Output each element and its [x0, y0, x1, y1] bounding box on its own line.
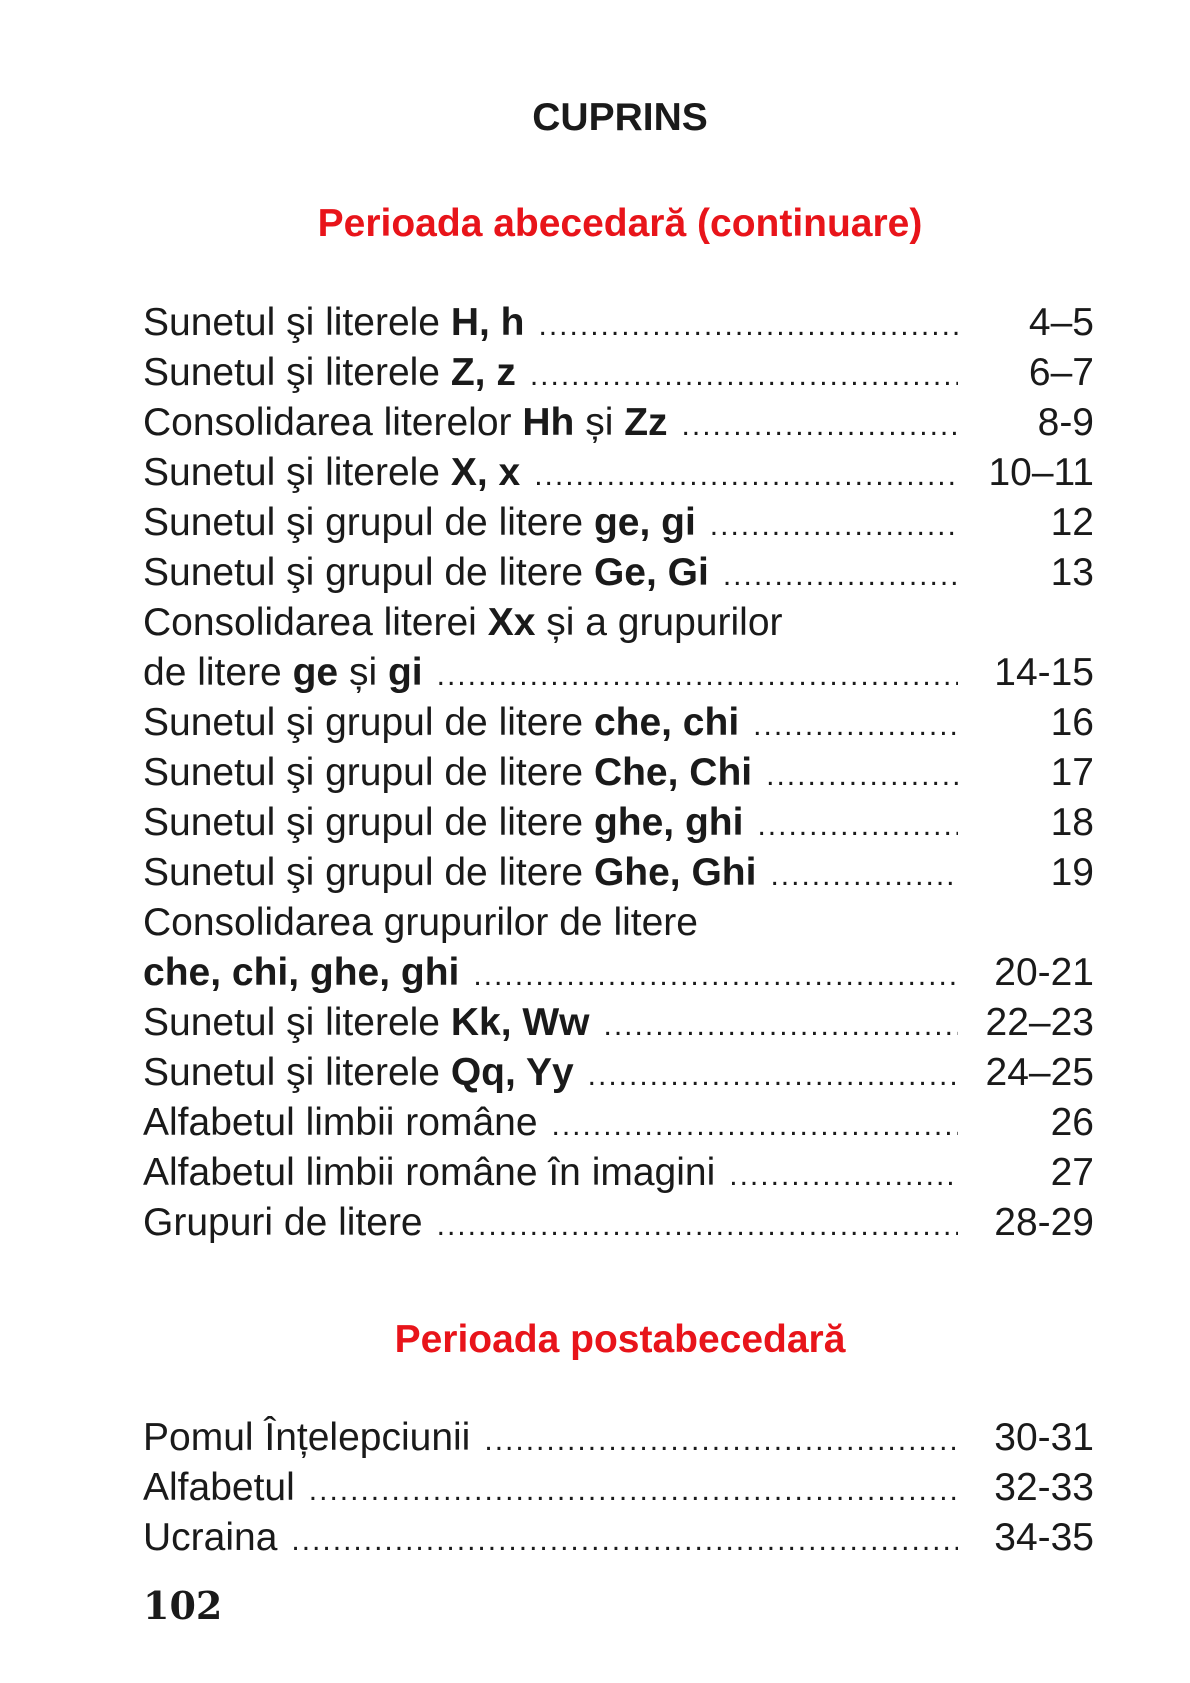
- toc-list-postabecedara: [143, 1413, 1094, 1563]
- toc-entry-title-bold: Che, Chi: [593, 751, 753, 794]
- toc-entry-title-text: Sunetul şi grupul de litere: [143, 851, 594, 894]
- toc-entry-title-bold: Hh: [522, 401, 575, 444]
- dot-leader: [552, 1101, 958, 1151]
- toc-entry-title-text: Alfabetul limbii române în imagini: [143, 1151, 716, 1194]
- section-heading-postabecedara: Perioada postabecedară: [394, 1318, 846, 1361]
- dot-leader: [437, 651, 958, 701]
- toc-entry: [143, 1413, 1094, 1463]
- toc-entry: [143, 698, 1094, 748]
- toc-entry-page: 13: [1050, 551, 1094, 594]
- toc-entry-title: [143, 1048, 574, 1098]
- toc-entry-line: [143, 1463, 1094, 1513]
- toc-entry: [143, 548, 1094, 598]
- toc-entry-page: 10–11: [988, 451, 1094, 494]
- toc-entry: [143, 898, 1094, 998]
- toc-list-abecedara: [143, 298, 1094, 1248]
- toc-entry: [143, 348, 1094, 398]
- toc-entry-title: [143, 598, 783, 648]
- toc-entry: [143, 448, 1094, 498]
- toc-entry: [143, 498, 1094, 548]
- dot-leader: [723, 551, 958, 601]
- dot-leader: [766, 751, 958, 801]
- toc-entry-title-bold: ghe, ghi: [593, 801, 744, 844]
- page-number: 102: [143, 1583, 223, 1628]
- toc-entry-title: [143, 798, 743, 848]
- toc-entry-title-text: Consolidarea literelor: [143, 401, 523, 444]
- toc-entry-line: [143, 498, 1094, 548]
- toc-entry-title: [143, 1463, 295, 1513]
- toc-entry-page: 27: [1050, 1151, 1094, 1194]
- toc-entry-page: 32-33: [994, 1466, 1094, 1509]
- dot-leader: [530, 351, 958, 401]
- toc-entry-line: [143, 798, 1094, 848]
- toc-entry-title: [143, 298, 525, 348]
- toc-entry-title-text: Sunetul şi grupul de litere: [143, 751, 594, 794]
- toc-entry-title: [143, 548, 709, 598]
- toc-entry-line: [143, 298, 1094, 348]
- toc-entry-title-bold: ge, gi: [593, 501, 696, 544]
- toc-entry-page: 26: [1050, 1101, 1094, 1144]
- toc-entry-title: [143, 898, 698, 948]
- toc-entry-line: [143, 1413, 1094, 1463]
- toc-entry-title: [143, 648, 423, 698]
- dot-leader: [757, 801, 958, 851]
- toc-entry-line: [143, 648, 1094, 698]
- toc-entry: [143, 298, 1094, 348]
- toc-entry-page: 28-29: [994, 1201, 1094, 1244]
- toc-entry-page: 17: [1050, 751, 1094, 794]
- dot-leader: [291, 1516, 958, 1566]
- toc-entry: [143, 598, 1094, 698]
- toc-entry-title-bold: che, chi, ghe, ghi: [143, 951, 460, 994]
- toc-entry-line: [143, 548, 1094, 598]
- toc-entry: [143, 1198, 1094, 1248]
- toc-entry-line: [143, 348, 1094, 398]
- toc-entry-page: 19: [1050, 851, 1094, 894]
- toc-entry-title: [143, 848, 756, 898]
- toc-entry-title-bold: H, h: [450, 301, 525, 344]
- toc-entry-title-bold: Ghe, Ghi: [593, 851, 757, 894]
- toc-entry-title-text: Alfabetul limbii române: [143, 1101, 538, 1144]
- toc-entry-title: [143, 998, 590, 1048]
- toc-entry-line: [143, 1148, 1094, 1198]
- toc-entry-title-text: Sunetul şi literele: [143, 1001, 451, 1044]
- toc-entry-title-text: și: [338, 651, 388, 694]
- dot-leader: [729, 1151, 958, 1201]
- toc-entry-title: [143, 398, 668, 448]
- dot-leader: [309, 1466, 958, 1516]
- toc-entry-title-text: Sunetul şi grupul de litere: [143, 701, 594, 744]
- toc-entry-title-text: Consolidarea literei: [143, 601, 488, 644]
- toc-entry-title-bold: X, x: [450, 451, 521, 494]
- section-heading-abecedara: Perioada abecedară (continuare): [317, 202, 923, 245]
- toc-entry-title: [143, 1413, 470, 1463]
- dot-leader: [753, 701, 958, 751]
- toc-entry-title-bold: che, chi: [593, 701, 740, 744]
- toc-entry-title-bold: Ge, Gi: [593, 551, 709, 594]
- toc-entry: [143, 748, 1094, 798]
- toc-entry-line: [143, 1098, 1094, 1148]
- toc-entry: [143, 1148, 1094, 1198]
- toc-entry-title-text: și a grupurilor: [535, 601, 783, 644]
- toc-entry-title-text: Alfabetul: [143, 1466, 295, 1509]
- toc-entry-title: [143, 748, 752, 798]
- toc-entry-title-text: Ucraina: [143, 1516, 278, 1559]
- toc-entry: [143, 1513, 1094, 1563]
- toc-entry-title-bold: Zz: [624, 401, 668, 444]
- toc-entry-line: [143, 598, 1094, 648]
- toc-entry: [143, 998, 1094, 1048]
- dot-leader: [682, 401, 958, 451]
- toc-entry-title: [143, 498, 696, 548]
- toc-entry-line: [143, 748, 1094, 798]
- toc-entry-page: 14-15: [994, 651, 1094, 694]
- toc-entry-page: 24–25: [985, 1051, 1094, 1094]
- toc-entry: [143, 798, 1094, 848]
- toc-entry-title-text: Consolidarea grupurilor de litere: [143, 901, 698, 944]
- toc-entry-line: [143, 1048, 1094, 1098]
- toc-entry-title-text: Sunetul şi literele: [143, 1051, 451, 1094]
- page-title: CUPRINS: [532, 96, 708, 139]
- toc-entry-title: [143, 1513, 277, 1563]
- toc-entry-line: [143, 398, 1094, 448]
- toc-entry-line: [143, 448, 1094, 498]
- toc-entry-page: 8-9: [1037, 401, 1094, 444]
- toc-entry-page: 20-21: [994, 951, 1094, 994]
- toc-entry-page: 34-35: [994, 1516, 1094, 1559]
- toc-entry-page: 16: [1050, 701, 1094, 744]
- toc-entry-title-bold: gi: [387, 651, 423, 694]
- toc-entry-line: [143, 948, 1094, 998]
- toc-entry-title: [143, 448, 520, 498]
- toc-entry: [143, 1463, 1094, 1513]
- toc-entry-page: 12: [1050, 501, 1094, 544]
- dot-leader: [437, 1201, 958, 1251]
- toc-entry-title-text: de litere: [143, 651, 293, 694]
- toc-entry-page: 18: [1050, 801, 1094, 844]
- toc-entry: [143, 848, 1094, 898]
- toc-entry-title-text: și: [574, 401, 625, 444]
- toc-entry-line: [143, 898, 1094, 948]
- toc-entry-page: 6–7: [1028, 351, 1094, 394]
- dot-leader: [588, 1051, 958, 1101]
- toc-entry-title: [143, 698, 739, 748]
- toc-entry-title-text: Sunetul şi literele: [143, 301, 451, 344]
- dot-leader: [484, 1416, 958, 1466]
- toc-entry: [143, 398, 1094, 448]
- dot-leader: [473, 951, 958, 1001]
- toc-entry-line: [143, 998, 1094, 1048]
- dot-leader: [534, 451, 958, 501]
- toc-entry-title-text: Sunetul şi grupul de litere: [143, 551, 594, 594]
- dot-leader: [710, 501, 958, 551]
- toc-entry-title-bold: ge: [292, 651, 339, 694]
- toc-entry-title: [143, 1148, 715, 1198]
- toc-entry-page: 4–5: [1028, 301, 1094, 344]
- toc-entry: [143, 1048, 1094, 1098]
- toc-entry-title-bold: Xx: [487, 601, 536, 644]
- toc-entry-title-bold: Qq, Yy: [450, 1051, 574, 1094]
- toc-entry-page: 22–23: [985, 1001, 1094, 1044]
- toc-entry-line: [143, 1513, 1094, 1563]
- toc-entry-line: [143, 1198, 1094, 1248]
- toc-entry-title: [143, 948, 459, 998]
- toc-entry-title-text: Sunetul şi grupul de litere: [143, 501, 594, 544]
- toc-entry-title-text: Grupuri de litere: [143, 1201, 423, 1244]
- toc-entry-line: [143, 698, 1094, 748]
- toc-entry-title: [143, 1098, 538, 1148]
- toc-entry: [143, 1098, 1094, 1148]
- toc-entry-title: [143, 348, 516, 398]
- toc-entry-line: [143, 848, 1094, 898]
- toc-entry-title-bold: Z, z: [450, 351, 516, 394]
- dot-leader: [770, 851, 958, 901]
- toc-entry-title-text: Sunetul şi grupul de litere: [143, 801, 594, 844]
- dot-leader: [604, 1001, 958, 1051]
- toc-entry-title-bold: Kk, Ww: [450, 1001, 590, 1044]
- toc-entry-page: 30-31: [994, 1416, 1094, 1459]
- toc-entry-title-text: Pomul Înțelepciunii: [143, 1416, 471, 1459]
- toc-entry-title-text: Sunetul şi literele: [143, 351, 451, 394]
- toc-entry-title-text: Sunetul şi literele: [143, 451, 451, 494]
- toc-entry-title: [143, 1198, 423, 1248]
- dot-leader: [539, 301, 958, 351]
